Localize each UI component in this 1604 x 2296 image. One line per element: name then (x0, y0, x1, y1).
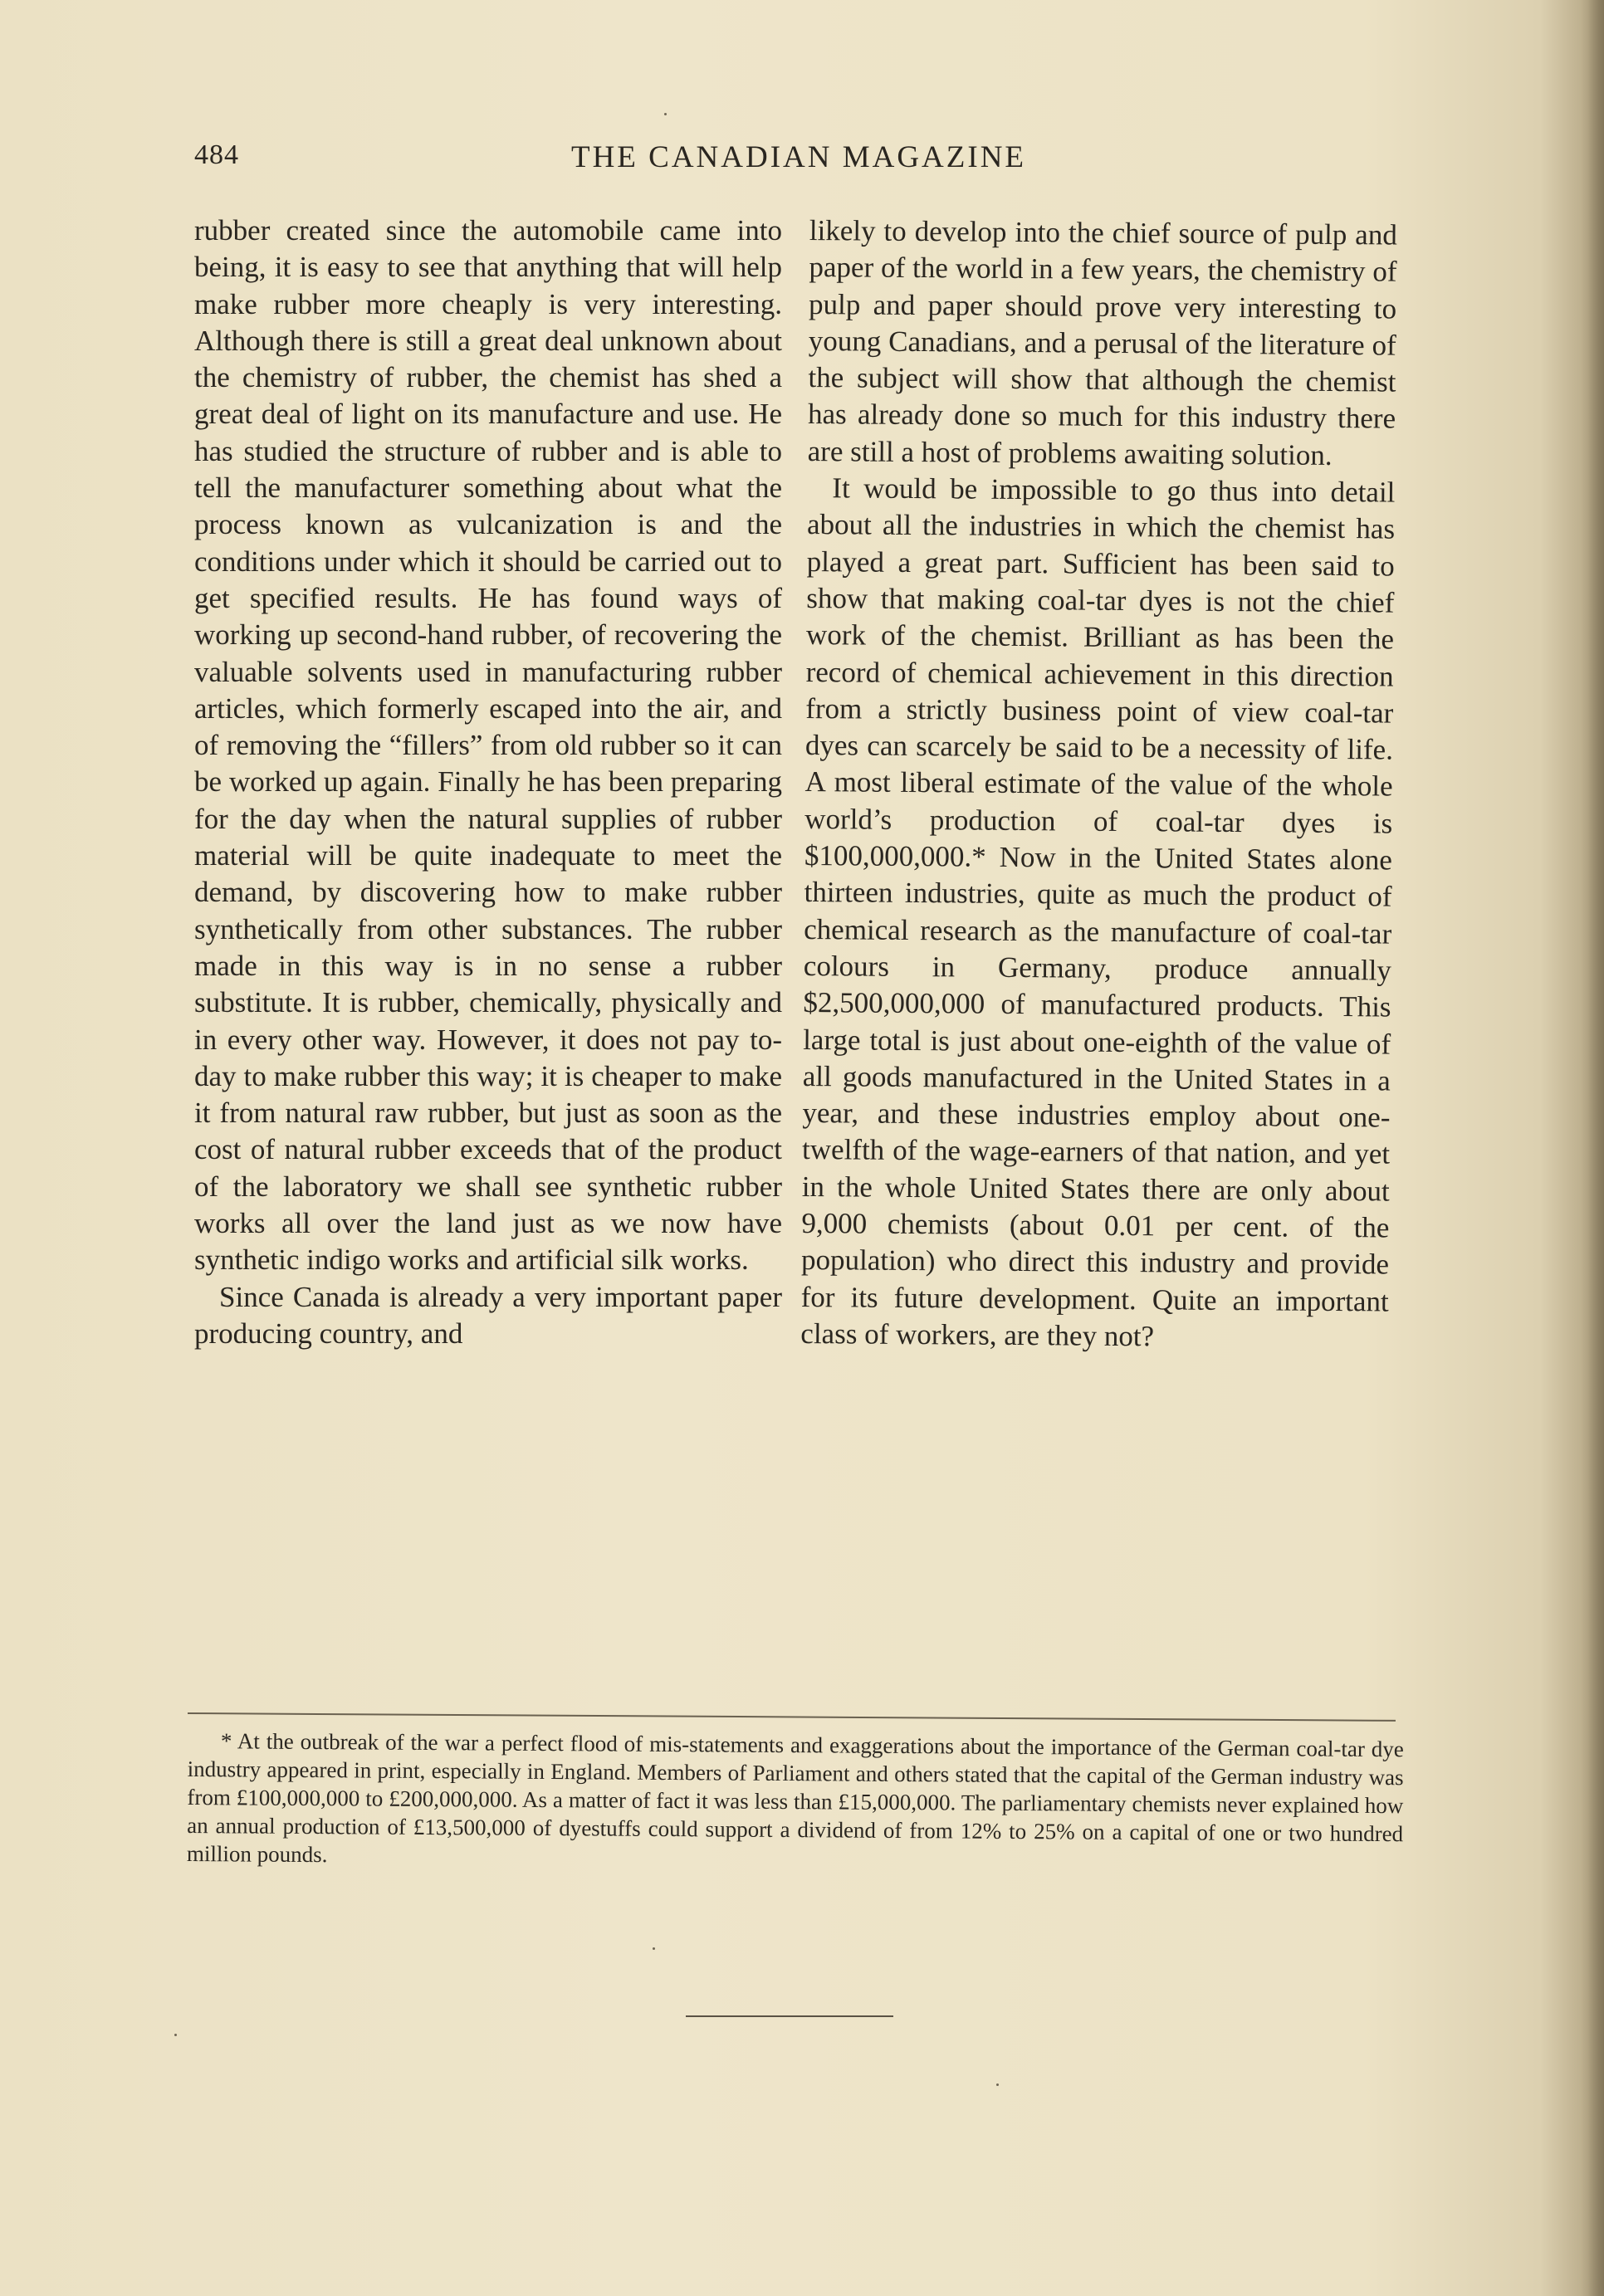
page-edge-shadow (1581, 0, 1604, 2296)
footnote-divider (188, 1712, 1396, 1722)
left-paragraph-1: rubber created since the automobile came into being, it is easy to see that anything that will help make rubber more cheaply is very interesting. Although there is still a great deal unknown about the chemistry of rubber, the chemist has shed a great deal of light on its manufacture and use. He has studied the structure of rubber and is able to tell the manufacturer something about what the process known as vulcanization is and the conditions under which it should be carried out to get specified results. He has found ways of working up second-hand rubber, of recovering the valuable solvents used in manufacturing rubber articles, which formerly escaped into the air, and of removing the “fillers” from old rubber so it can be worked up again. Finally he has been preparing for the day when the natural supplies of rubber material will be quite inadequate to meet the demand, by discovering how to make rubber synthetically from other substances. The rubber made in this way is in no sense a rubber substitute. It is rubber, chemically, physically and in every other way. However, it does not pay to-day to make rubber this way; it is cheaper to make it from natural raw rubber, but just as soon as the cost of natural rubber exceeds that of the product of the laboratory we shall see synthetic rubber works all over the land just as we now have synthetic indigo works and artificial silk works. (194, 214, 782, 1277)
right-column (800, 213, 1397, 1357)
footnote-text: * At the outbreak of the war a perfect flood of mis-statements and exaggerations about the importance of the German coal-tar dye industry appeared in print, especially in England. Members of Parliament and others stated that the capital of the German industry was from £100,000,000 to £200,000,000. As a matter of fact it was less than £15,000,000. The parliamentary chemists never explained how an annual production of £13,500,000 of dyestuffs could support a dividend of from 12% to 25% on a capital of one or two hundred million pounds. (186, 1728, 1404, 1868)
paper-speck (664, 113, 667, 115)
paper-speck (996, 2083, 999, 2086)
footnote (187, 1727, 1404, 1876)
page-number: 484 (194, 139, 239, 170)
left-column (194, 213, 782, 1352)
paper-speck (653, 1947, 655, 1950)
paper-speck (174, 2034, 177, 2036)
left-paragraph-2: Since Canada is already a very important paper producing country, and (194, 1280, 782, 1350)
running-title: THE CANADIAN MAGAZINE (570, 140, 1027, 174)
page-header (194, 139, 1403, 181)
right-paragraph-1: likely to develop into the chief source of pulp and paper of the world in a few years, the chemistry of pulp and paper should prove very interesting to young Canadians, and a perusal of the literature of the subject will show that although the chemist has already done so much for this industry there are still a host of problems awaiting solution. (807, 213, 1397, 471)
right-paragraph-2: It would be impossible to go thus into detail about all the industries in which the chemist has played a great part. Sufficient has been said to show that making coal-tar dyes is not the chief work of the chemist. Brilliant as has been the record of chemical achievement in this direction from a strictly business point of view coal-tar dyes can scarcely be said to be a necessity of life. A most liberal estimate of the value of the whole world’s production of coal-tar dyes is $100,000,000.* Now in the United States alone thirteen industries, quite as much the product of chemical research as the manufacture of coal-tar colours in Germany, produce annually $2,500,000,000 of manufactured products. This large total is just about one-eighth of the value of all goods manufactured in the United States in a year, and these industries employ about one-twelfth of the wage-earners of that nation, and yet in the whole United States there are only about 9,000 chemists (about 0.01 per cent. of the population) who direct this industry and provide for its future development. Quite an important class of workers, are they not? (800, 471, 1396, 1353)
end-of-article-rule (686, 2015, 893, 2017)
